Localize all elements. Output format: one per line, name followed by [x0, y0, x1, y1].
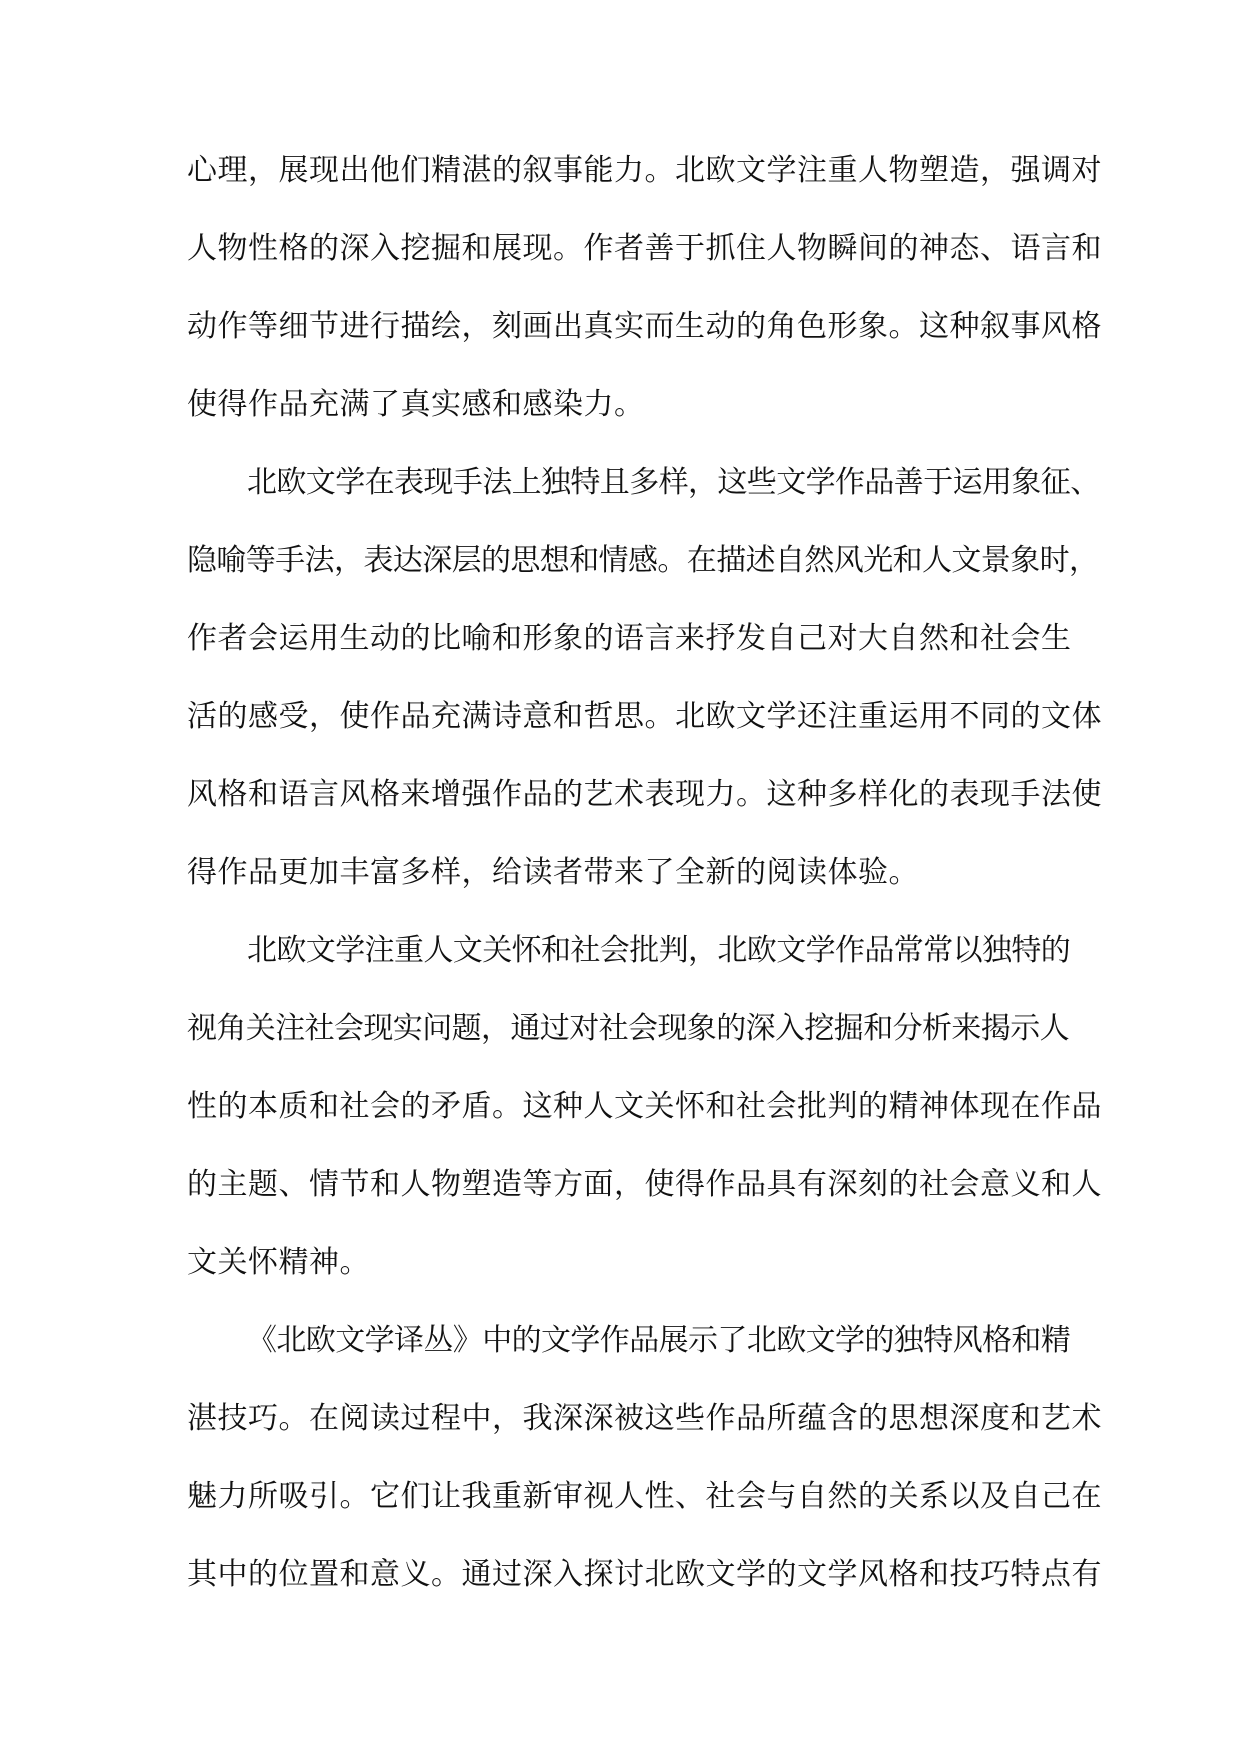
text-line: 魅力所吸引。它们让我重新审视人性、社会与自然的关系以及自己在	[187, 1479, 1102, 1514]
text-line: 隐喻等手法，表达深层的思想和情感。在描述自然风光和人文景象时，	[187, 543, 1099, 578]
text-line: 风格和语言风格来增强作品的艺术表现力。这种多样化的表现手法使	[187, 777, 1102, 812]
paragraph-first-line: 北欧文学在表现手法上独特且多样，这些文学作品善于运用象征、	[247, 465, 1100, 500]
text-line: 湛技巧。在阅读过程中，我深深被这些作品所蕴含的思想深度和艺术	[187, 1401, 1102, 1436]
text-line: 视角关注社会现实问题，通过对社会现象的深入挖掘和分析来揭示人	[187, 1011, 1069, 1046]
text-line: 的主题、情节和人物塑造等方面，使得作品具有深刻的社会意义和人	[187, 1167, 1102, 1202]
text-line: 人物性格的深入挖掘和展现。作者善于抓住人物瞬间的神态、语言和	[187, 231, 1102, 266]
text-line: 动作等细节进行描绘，刻画出真实而生动的角色形象。这种叙事风格	[187, 309, 1102, 344]
text-line: 心理，展现出他们精湛的叙事能力。北欧文学注重人物塑造，强调对	[187, 153, 1102, 188]
paragraph-first-line: 《北欧文学译丛》中的文学作品展示了北欧文学的独特风格和精	[247, 1323, 1071, 1358]
text-line: 性的本质和社会的矛盾。这种人文关怀和社会批判的精神体现在作品	[187, 1089, 1102, 1124]
text-line: 作者会运用生动的比喻和形象的语言来抒发自己对大自然和社会生	[187, 621, 1072, 656]
body-text	[187, 146, 1102, 1628]
text-line: 文关怀精神。	[187, 1245, 370, 1280]
paragraph-first-line: 北欧文学注重人文关怀和社会批判，北欧文学作品常常以独特的	[247, 933, 1071, 968]
text-line: 其中的位置和意义。通过深入探讨北欧文学的文学风格和技巧特点有	[187, 1557, 1102, 1592]
text-line: 得作品更加丰富多样，给读者带来了全新的阅读体验。	[187, 855, 919, 890]
text-line: 使得作品充满了真实感和感染力。	[187, 387, 645, 422]
text-line: 活的感受，使作品充满诗意和哲思。北欧文学还注重运用不同的文体	[187, 699, 1102, 734]
